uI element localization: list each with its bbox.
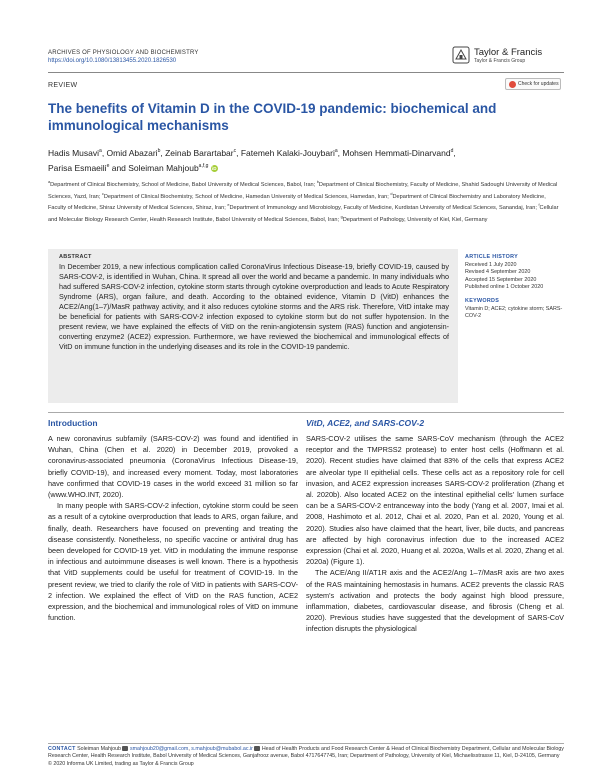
author-affiliation[interactable]: a: [99, 148, 102, 154]
journal-name: ARCHIVES OF PHYSIOLOGY AND BIOCHEMISTRY: [48, 50, 199, 56]
keywords-text: Vitamin D; ACE2; cytokine storm; SARS-COV-2: [465, 305, 563, 320]
abstract-divider: [48, 412, 564, 413]
email-icon: [122, 746, 128, 751]
paragraph: SARS-COV-2 utilises the same SARS-CoV mechanism (through the ACE2 receptor and the TMPRSS2 protease) to enter host cells (Hoffmann et al. 2020). Recent studies have claimed that 83% of the cells that express ACE2 are alveolar type II epithelial cells. These cells act as a repository role for cell invasion, and ACE2 expression increases SARS-COV-2 proliferation (Zhang et al. 2020b). Also located ACE2 on the intestinal epithelial cells' lumen surface can be a SARS-COV-2 entranceway into the body (Yang et al. 2007, Imai et al. 2008, Hashimoto et al. 2012, Chai et al. 2020, Pan et al. 2020, Young et al. 2020). Studies also have claimed that the heart, liver, bile ducts, and pancreas are affected by high coronavirus infection due to the increased ACE2 expression (Chai et al. 2020, Huang et al. 2020a, Walls et al. 2020, Zhang et al. 2020a) (Figure 1).: [306, 434, 564, 567]
history-item: Received 1 July 2020: [465, 261, 517, 268]
author-affiliation[interactable]: a,f,g: [198, 162, 209, 169]
author-affiliation[interactable]: c: [233, 148, 237, 154]
doi-link[interactable]: https://doi.org/10.1080/13813455.2020.1826530: [48, 58, 177, 64]
author-name[interactable]: Omid Abazari: [106, 147, 158, 158]
contact-email[interactable]: smahjoub20@gmail.com: [129, 746, 189, 752]
article-history-heading: ARTICLE HISTORY: [465, 254, 519, 260]
vitd-section-heading: VitD, ACE2, and SARS-COV-2: [306, 418, 425, 428]
author-name[interactable]: Fatemeh Kalaki-Jouybari: [240, 147, 335, 158]
author-name[interactable]: Mohsen Hemmati-Dinarvand: [342, 147, 451, 158]
affiliations: $^a$Department of Clinical Biochemistry, School of Medicine, Babol University of Medical Sciences, Babol, Iran; $^b$Department of Clinical Biochemistry, Faculty of Medicine, Shahid Sadoughi University of Medical Sciences, Yazd, Iran; $^c$Department of Clinical Biochemistry, School of Medicine, Hamedan University of Medical Sciences, Hamedan, Iran; $^d$Department of Clinical Biochemistry and Laboratory Medicine, Faculty of Medicine, Shiraz University of Medical Sciences, Shiraz, Iran; $^e$Department of Immunology and Microbiology, Faculty of Medicine, Kurdistan University of Medical Sciences, Sanandaj, Iran; $^f$Cellular and Molecular Biology Research Center, Health Research Institute, Babol University of Medical Sciences, Babol, Iran; $^g$Department of Pathology, University of Kiel, Kiel, Germany: [48, 180, 559, 223]
orcid-icon[interactable]: iD: [212, 165, 217, 171]
header-divider: [48, 72, 564, 73]
article-type: REVIEW: [48, 82, 78, 89]
author-name[interactable]: Zeinab Barartabar: [165, 147, 234, 158]
check-for-updates-label: Check for updates: [518, 81, 559, 87]
contact-label: CONTACT: [48, 746, 76, 752]
publisher-group: Taylor & Francis Group: [474, 58, 526, 64]
author-name[interactable]: Soleiman Mahjoub: [128, 162, 199, 173]
paragraph: The ACE/Ang II/AT1R axis and the ACE2/Ang 1–7/MasR axis are two axes of the RAS maintaining hemostasis in humans. ACE2 prevents the classic RAS system's activation and protects the body against high blood pressure, inflammation, diabetes, cardiovascular disease, and fibrosis (Cheng et al. 2020). Previous studies have suggested that the development of SARS-CoV infection disrupts the physiological: [306, 568, 564, 634]
copyright: © 2020 Informa UK Limited, trading as Taylor & Francis Group: [48, 760, 194, 767]
author-affiliation[interactable]: e: [106, 162, 110, 169]
publisher-logo: [452, 46, 562, 68]
publisher-emblem-icon: [452, 46, 470, 64]
author-affiliation[interactable]: b: [157, 148, 161, 154]
author-affiliation[interactable]: d: [450, 148, 454, 154]
contact-address: Head of Health Products and Food Research Center & Head of Clinical Biochemistry Department, Cellular and Molecular Biology Research Center, Health Research Institute, Babol University of Medical Sciences, Ganjafrooz avenue, Babol 4717647745, Iran; Department of Pathology, University of Kiel, Michaelisstrasse 11, Kiel, D-24105, Germany: [48, 746, 564, 760]
publisher-name: Taylor & Francis: [474, 47, 543, 58]
intro-heading: Introduction: [48, 418, 98, 428]
history-item: Accepted 15 September 2020: [465, 276, 537, 283]
abstract-text: In December 2019, a new infectious complication called CoronaVirus Infectious Disease-19, briefly COVID-19, caused by SARS-COV-2, is identified in Wuhan, China. It spread all over the world and became a pandemic. In many individuals who had suffered SARS-COV-2 infection, cytokine storm starts through cytokine overproduction and leads to Acute Respiratory Syndrome (ARS), organ failure, and death. According to the obtained evidence, Vitamin D (VitD) enhances the ACE2/Ang(1–7)/MasR pathway activity, and it also reduces cytokine storms and the ARS risk. Therefore, VitD intake may be beneficial for patients with SARS-COV-2 infection exposed to cytokine storm but do not suffer hypotension. In the present review, we have explained the effects of VitD on the renin-angiotensin system (RAS) function and angiotensin-converting enzyme2 (ACE2) expression. Furthermore, we have reviewed the biochemical and immunological effects of VitD on immune function in the underlying diseases and its role in the COVID-19 pandemic.: [59, 262, 449, 351]
article-metadata: [465, 254, 565, 321]
article-title: The benefits of Vitamin D in the COVID-19 pandemic: biochemical and immunological mechanisms: [48, 101, 497, 133]
address-icon: [254, 746, 260, 751]
author-name[interactable]: Parisa Esmaeili: [48, 162, 107, 173]
author-name[interactable]: Hadis Musavi: [48, 147, 100, 158]
vitd-section-body: [306, 433, 564, 635]
contact-footer: CONTACT Soleiman Mahjoub smahjoub20@gmail.com, s.mahjoub@mubabol.ac.ir Head of Health Products and Food Research Center & Head of Clinical Biochemistry Department, Cellular and Molecular Biology Research Center, Health Research Institute, Babol University of Medical Sciences, Ganjafrooz avenue, Babol 4717647745, Iran; Department of Pathology, University of Kiel, Michaelisstrasse 11, Kiel, D-24105, Germany © 2020 Informa UK Limited, trading as Taylor & Francis Group: [48, 746, 564, 767]
author-list: Hadis Musavi$^a$, Omid Abazari$^b$, Zeinab Barartabar$^c$, Fatemeh Kalaki-Jouybari$^a$, Mohsen Hemmati-Dinarvand$^d$, Parisa Esmaeili$^e$ and Soleiman Mahjoub$^{a,f,g}$ iD: [48, 147, 456, 173]
history-item: Revised 4 September 2020: [465, 269, 531, 276]
update-check-icon: [509, 81, 516, 88]
contact-email[interactable]: s.mahjoub@mubabol.ac.ir: [191, 746, 253, 752]
contact-name: Soleiman Mahjoub: [77, 746, 121, 752]
keywords-heading: KEYWORDS: [465, 297, 500, 304]
paragraph: A new coronavirus subfamily (SARS-COV-2) was found and identified in Wuhan, China (Chen et al. 2020) in December 2019, provoked a coronavirus-associated pneumonia (CoronaVirus Infectious Disease-19, briefly COVID-19), and increased every moment. Today, most laboratories have confirmed that COVID-19 cases in the world exceed 31 million so far (www.WHO.INT, 2020).: [48, 434, 298, 500]
abstract-heading: ABSTRACT: [59, 254, 92, 260]
footer-divider: [48, 743, 564, 744]
author-affiliation[interactable]: a: [334, 148, 338, 154]
check-for-updates-button[interactable]: [505, 78, 561, 90]
intro-body: [48, 433, 298, 623]
history-item: Published online 1 October 2020: [465, 284, 544, 291]
paragraph: In many people with SARS-COV-2 infection, cytokine storm could be seen as a result of a cytokine overproduction that leads to ARS, organ failure, and finally, death. Researchers have focused on preventing and treating the disease consistently. Nonetheless, no specific vaccine or antiviral drug has been developed for COVID-19 yet. VitD in modulating the immune response in infectious and autoimmune diseases is well known. There is a hypothesis that VitD supplements could be useful for treatment of COVID-19. In the present review, we tried to clarify the role of VitD in patients with SARS-COV-2 infection. We explained the effect of VitD on the RAS function, ACE2 expression, and the biochemical and immunological roles of VitD on immune function.: [48, 501, 298, 623]
